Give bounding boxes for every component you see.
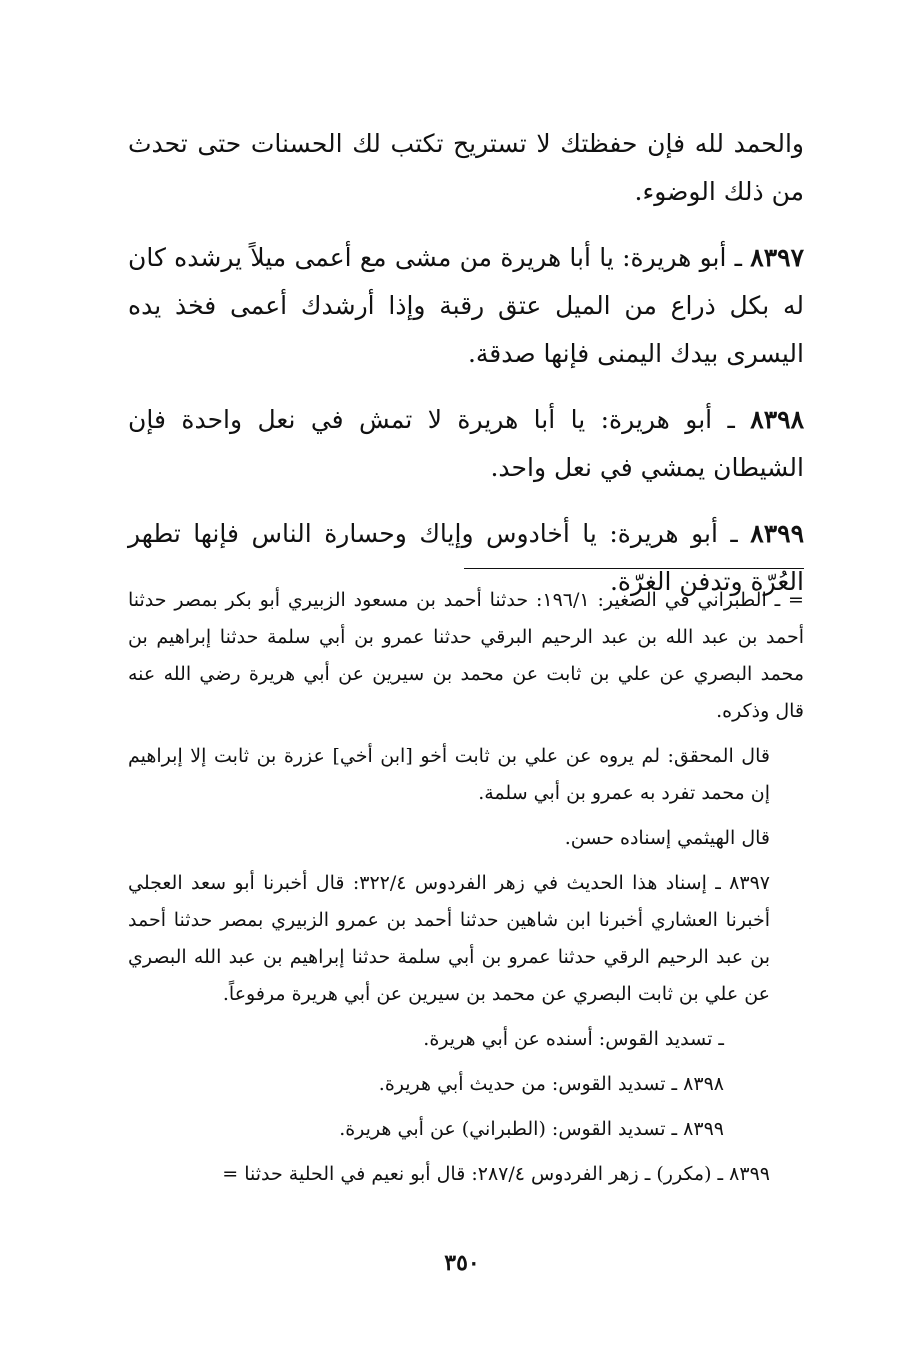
paragraph-text: ـ أبو هريرة: يا أخادوس وإياك وحسارة الناس فإنها تطهر العُرّة وتدفن الغرّة. — [128, 519, 804, 596]
hadith-paragraph — [128, 120, 804, 216]
hadith-paragraph — [128, 234, 804, 378]
footnote: قال الهيثمي إسناده حسن. — [564, 827, 770, 849]
footnote: ٨٣٩٩ ـ تسديد القوس: (الطبراني) عن أبي هريرة. — [339, 1118, 724, 1140]
paragraph-text: والحمد لله فإن حفظتك لا تستريح تكتب لك الحسنات حتى تحدث من ذلك الوضوء. — [128, 129, 804, 206]
footnote: ـ تسديد القوس: أسنده عن أبي هريرة. — [423, 1028, 724, 1050]
hadith-number: ٨٣٩٧ — [750, 243, 804, 272]
hadith-paragraph — [128, 396, 804, 492]
paragraph-text: ـ أبو هريرة: يا أبا هريرة من مشى مع أعمى ميلاً يرشده كان له بكل ذراع من الميل عتق رقبة وإذا أرشدك أعمى فخذ يده اليسرى بيدك اليمنى فإنها صدقة. — [128, 243, 804, 368]
footnote: ٨٣٩٩ ـ (مكرر) ـ زهر الفردوس ٢٨٧/٤: قال أبو نعيم في الحلية حدثنا = — [222, 1163, 770, 1185]
footnote: = ـ الطبراني في الصغير: ١٩٦/١: حدثنا أحمد بن مسعود الزبيري أبو بكر بمصر حدثنا أحمد بن عبد الله بن عبد الرحيم البرقي حدثنا عمرو بن أبي سلمة حدثنا إبراهيم بن محمد البصري عن علي بن ثابت عن محمد بن سيرين عن أبي هريرة رضي الله عنه قال وذكره. — [128, 589, 804, 722]
hadith-number: ٨٣٩٩ — [750, 519, 804, 548]
hadith-number: ٨٣٩٨ — [750, 405, 804, 434]
footnote: قال المحقق: لم يروه عن علي بن ثابت أخو [ابن أخي] عزرة بن ثابت إلا إبراهيم إن محمد تفرد به عمرو بن أبي سلمة. — [128, 745, 770, 804]
page-number: ٣٥٠ — [444, 1250, 480, 1276]
footnotes — [128, 582, 804, 1201]
main-text — [128, 120, 804, 624]
paragraph-text: ـ أبو هريرة: يا أبا هريرة لا تمش في نعل واحدة فإن الشيطان يمشي في نعل واحد. — [128, 405, 804, 482]
footnote: ٨٣٩٧ ـ إسناد هذا الحديث في زهر الفردوس ٣٢٢/٤: قال أخبرنا أبو سعد العجلي أخبرنا العشاري أخبرنا ابن شاهين حدثنا أحمد بن عمرو الزبيري بمصر حدثنا أحمد بن عبد الرحيم الرقي حدثنا عمرو بن أبي سلمة حدثنا إبراهيم بن عبد الله البصري عن علي بن ثابت البصري عن محمد بن سيرين عن أبي هريرة مرفوعاً. — [128, 872, 770, 1005]
footnote-divider — [464, 568, 804, 569]
footnote: ٨٣٩٨ ـ تسديد القوس: من حديث أبي هريرة. — [378, 1073, 724, 1095]
